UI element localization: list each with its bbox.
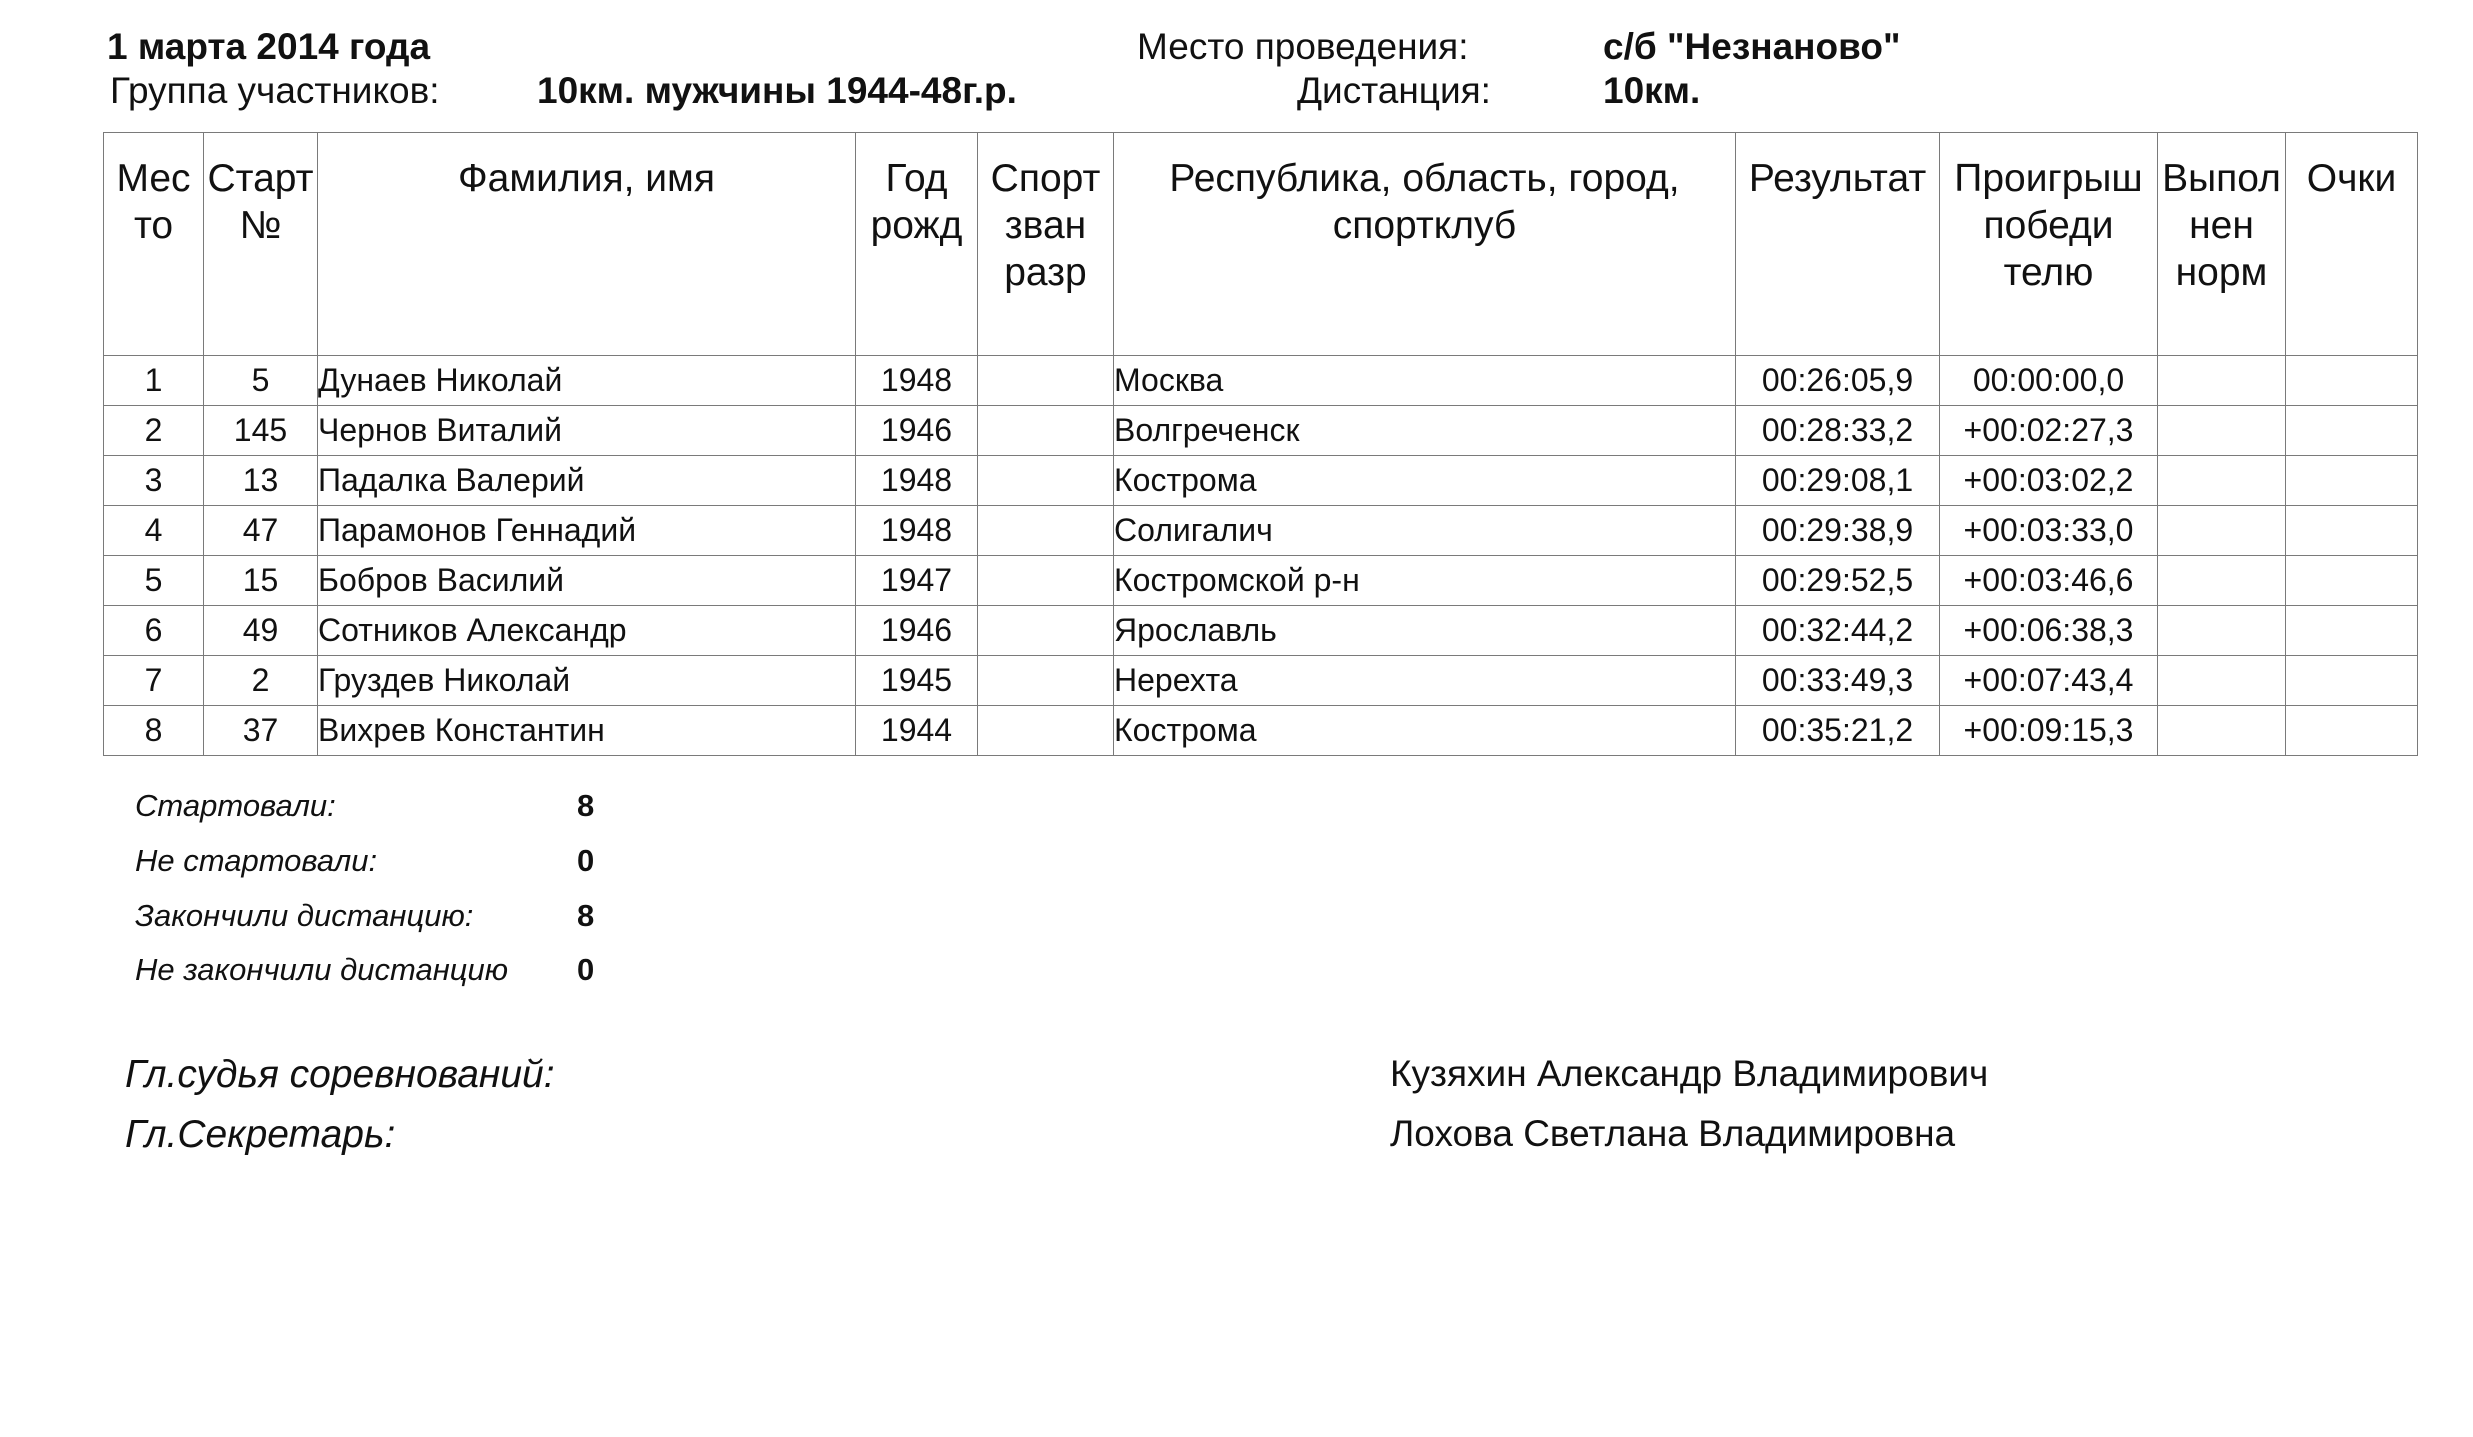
cell-place: 3	[104, 456, 204, 506]
cell-name: Вихрев Константин	[318, 706, 856, 756]
cell-points	[2286, 656, 2418, 706]
cell-place: 8	[104, 706, 204, 756]
cell-behind: 00:00:00,0	[1940, 356, 2158, 406]
col-header-norm: Выпол нен норм	[2158, 133, 2286, 356]
cell-result: 00:29:52,5	[1736, 556, 1940, 606]
cell-name: Сотников Александр	[318, 606, 856, 656]
cell-name: Дунаев Николай	[318, 356, 856, 406]
stat-finished-label: Закончили дистанцию:	[135, 898, 474, 933]
cell-bib: 13	[204, 456, 318, 506]
cell-rank	[978, 456, 1114, 506]
cell-result: 00:29:08,1	[1736, 456, 1940, 506]
competition-date: 1 марта 2014 года	[107, 26, 431, 67]
cell-region: Костромской р-н	[1114, 556, 1736, 606]
cell-result: 00:32:44,2	[1736, 606, 1940, 656]
cell-norm	[2158, 556, 2286, 606]
cell-norm	[2158, 606, 2286, 656]
chief-secretary-role: Гл.Секретарь:	[125, 1113, 396, 1156]
cell-year: 1945	[856, 656, 978, 706]
cell-year: 1948	[856, 456, 978, 506]
cell-result: 00:29:38,9	[1736, 506, 1940, 556]
table-header-row	[104, 133, 2418, 356]
cell-name: Парамонов Геннадий	[318, 506, 856, 556]
cell-region: Кострома	[1114, 456, 1736, 506]
stat-not-finished-value: 0	[577, 952, 595, 987]
table-row	[104, 706, 2418, 756]
cell-norm	[2158, 356, 2286, 406]
cell-bib: 5	[204, 356, 318, 406]
cell-points	[2286, 456, 2418, 506]
table-row	[104, 456, 2418, 506]
table-row	[104, 656, 2418, 706]
distance-value: 10км.	[1603, 70, 1701, 111]
cell-name: Груздев Николай	[318, 656, 856, 706]
cell-points	[2286, 506, 2418, 556]
stat-not-started-value: 0	[577, 843, 595, 878]
cell-rank	[978, 506, 1114, 556]
col-header-name: Фамилия, имя	[318, 133, 856, 356]
cell-bib: 15	[204, 556, 318, 606]
col-header-year: Год рожд	[856, 133, 978, 356]
cell-behind: +00:03:02,2	[1940, 456, 2158, 506]
table-row	[104, 606, 2418, 656]
cell-rank	[978, 706, 1114, 756]
group-label: Группа участников:	[110, 70, 440, 111]
cell-behind: +00:07:43,4	[1940, 656, 2158, 706]
cell-year: 1948	[856, 356, 978, 406]
cell-bib: 49	[204, 606, 318, 656]
cell-points	[2286, 706, 2418, 756]
stat-started-label: Стартовали:	[135, 788, 336, 823]
cell-bib: 145	[204, 406, 318, 456]
cell-norm	[2158, 656, 2286, 706]
results-table	[103, 132, 2418, 756]
cell-year: 1946	[856, 406, 978, 456]
stat-not-started-label: Не стартовали:	[135, 843, 378, 878]
cell-bib: 47	[204, 506, 318, 556]
venue-label: Место проведения:	[1137, 26, 1469, 67]
col-header-points: Очки	[2286, 133, 2418, 356]
cell-points	[2286, 556, 2418, 606]
cell-name: Падалка Валерий	[318, 456, 856, 506]
cell-points	[2286, 606, 2418, 656]
cell-rank	[978, 656, 1114, 706]
col-header-bib: Старт №	[204, 133, 318, 356]
chief-judge-name: Кузяхин Александр Владимирович	[1390, 1053, 1989, 1094]
cell-points	[2286, 406, 2418, 456]
cell-region: Волгреченск	[1114, 406, 1736, 456]
cell-year: 1948	[856, 506, 978, 556]
table-row	[104, 506, 2418, 556]
cell-year: 1946	[856, 606, 978, 656]
cell-rank	[978, 356, 1114, 406]
cell-points	[2286, 356, 2418, 406]
cell-norm	[2158, 706, 2286, 756]
cell-result: 00:35:21,2	[1736, 706, 1940, 756]
col-header-region: Республика, область, город, спортклуб	[1114, 133, 1736, 356]
cell-place: 7	[104, 656, 204, 706]
cell-behind: +00:06:38,3	[1940, 606, 2158, 656]
cell-region: Солигалич	[1114, 506, 1736, 556]
cell-name: Бобров Василий	[318, 556, 856, 606]
table-row	[104, 406, 2418, 456]
cell-behind: +00:03:33,0	[1940, 506, 2158, 556]
stat-not-finished-label: Не закончили дистанцию	[135, 952, 509, 987]
cell-year: 1947	[856, 556, 978, 606]
cell-place: 1	[104, 356, 204, 406]
cell-rank	[978, 556, 1114, 606]
col-header-result: Результат	[1736, 133, 1940, 356]
cell-result: 00:28:33,2	[1736, 406, 1940, 456]
venue-value: с/б "Незнаново"	[1603, 26, 1901, 67]
cell-year: 1944	[856, 706, 978, 756]
cell-behind: +00:02:27,3	[1940, 406, 2158, 456]
cell-region: Ярославль	[1114, 606, 1736, 656]
cell-place: 5	[104, 556, 204, 606]
cell-place: 6	[104, 606, 204, 656]
cell-region: Нерехта	[1114, 656, 1736, 706]
cell-norm	[2158, 506, 2286, 556]
table-row	[104, 556, 2418, 606]
cell-region: Кострома	[1114, 706, 1736, 756]
distance-label: Дистанция:	[1297, 70, 1491, 111]
cell-rank	[978, 406, 1114, 456]
cell-name: Чернов Виталий	[318, 406, 856, 456]
cell-rank	[978, 606, 1114, 656]
cell-behind: +00:09:15,3	[1940, 706, 2158, 756]
cell-place: 4	[104, 506, 204, 556]
cell-region: Москва	[1114, 356, 1736, 406]
stat-finished-value: 8	[577, 898, 595, 933]
col-header-place: Мес то	[104, 133, 204, 356]
cell-place: 2	[104, 406, 204, 456]
col-header-rank: Спорт зван разр	[978, 133, 1114, 356]
chief-secretary-name: Лохова Светлана Владимировна	[1390, 1113, 1956, 1154]
group-value: 10км. мужчины 1944-48г.р.	[537, 70, 1017, 111]
cell-norm	[2158, 406, 2286, 456]
cell-bib: 37	[204, 706, 318, 756]
stat-started-value: 8	[577, 788, 595, 823]
cell-norm	[2158, 456, 2286, 506]
cell-result: 00:33:49,3	[1736, 656, 1940, 706]
chief-judge-role: Гл.судья соревнований:	[125, 1053, 555, 1096]
cell-result: 00:26:05,9	[1736, 356, 1940, 406]
col-header-behind: Проигрыш победи телю	[1940, 133, 2158, 356]
cell-behind: +00:03:46,6	[1940, 556, 2158, 606]
table-row	[104, 356, 2418, 406]
cell-bib: 2	[204, 656, 318, 706]
